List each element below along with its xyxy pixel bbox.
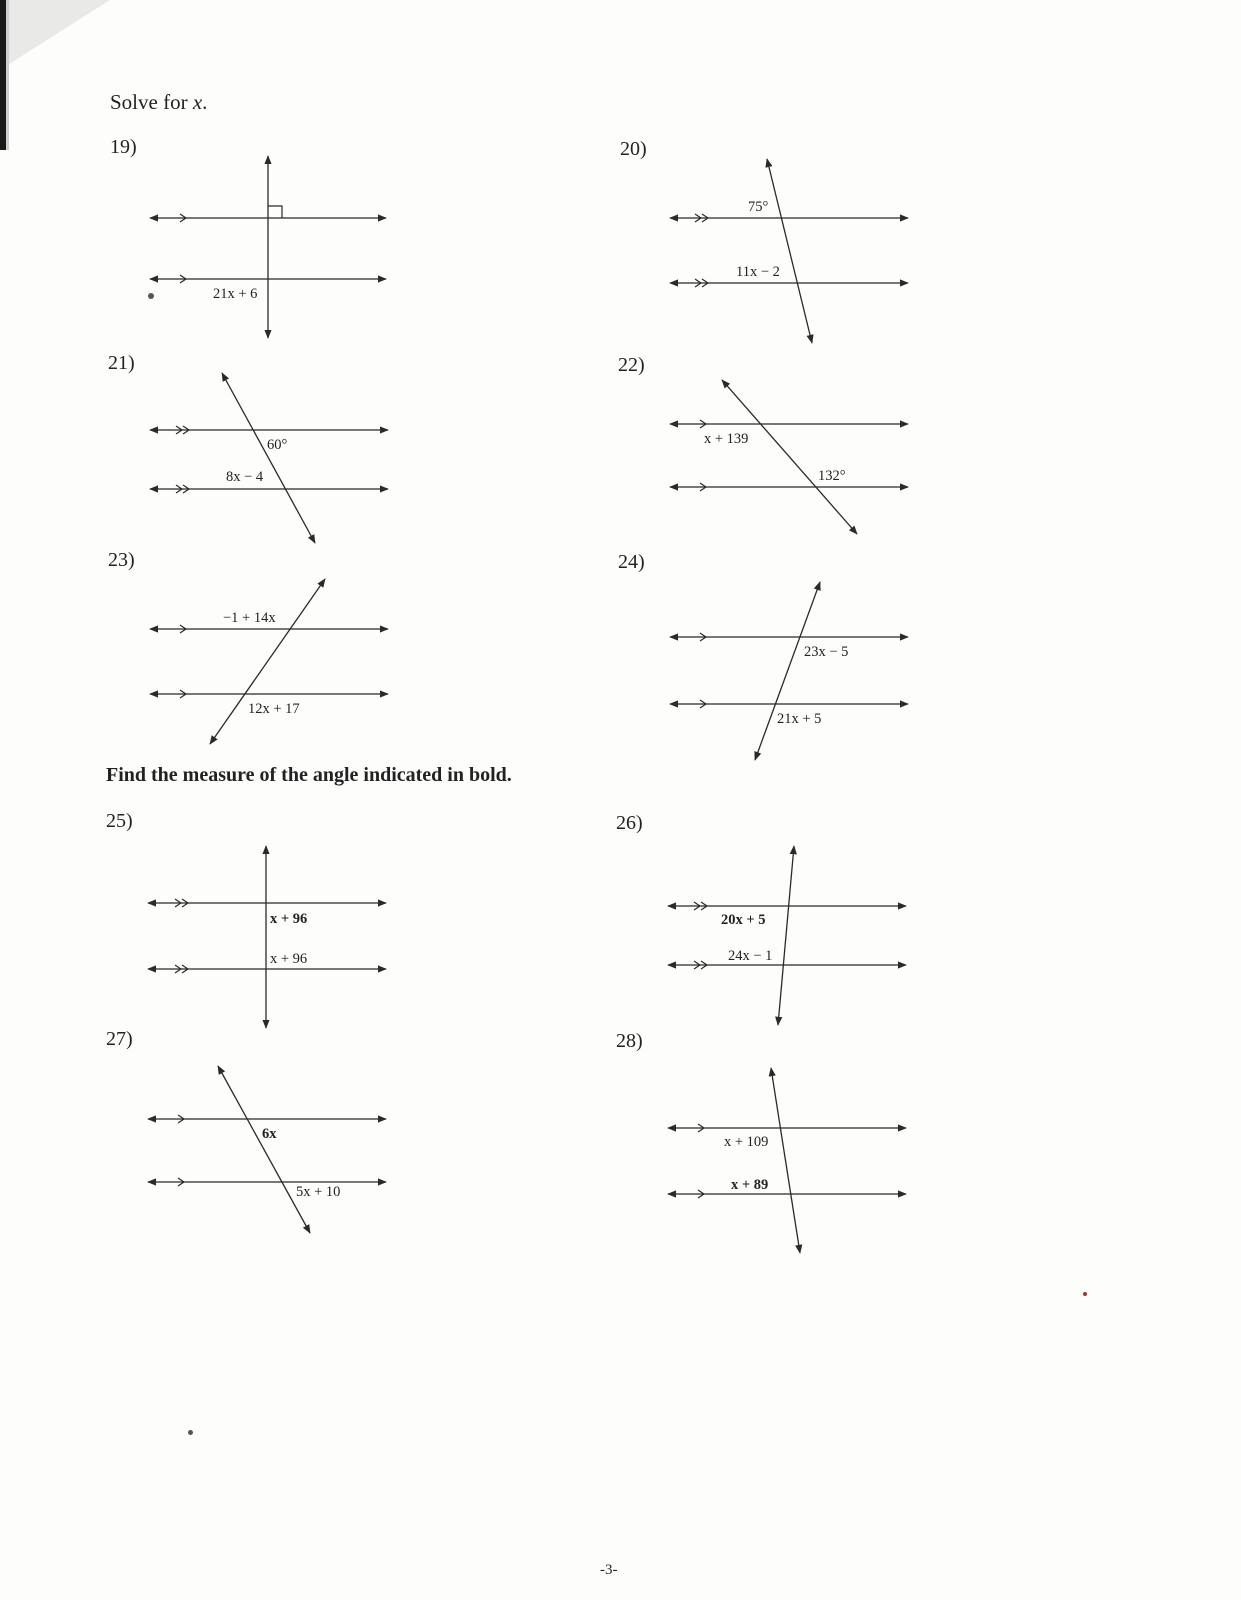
angle-label: 11x − 2 — [736, 264, 780, 280]
scan-speck — [188, 1430, 193, 1435]
angle-label: 8x − 4 — [226, 469, 264, 485]
right-angle-mark — [268, 206, 282, 218]
transversal — [722, 380, 857, 534]
transversal — [771, 1068, 800, 1253]
figure-22 — [670, 380, 908, 534]
angle-label: 23x − 5 — [804, 644, 849, 660]
angle-label: 21x + 6 — [213, 286, 258, 302]
figure-21 — [150, 373, 388, 543]
scan-speck — [1083, 1292, 1087, 1296]
problem-number-22: 22) — [618, 354, 645, 376]
transversal — [755, 582, 820, 760]
angle-label: 5x + 10 — [296, 1184, 341, 1200]
angle-label: 132° — [818, 468, 846, 484]
angle-label-bold: x + 89 — [731, 1177, 769, 1193]
figure-26 — [668, 846, 906, 1025]
transversal — [767, 159, 812, 343]
angle-label: x + 109 — [724, 1134, 769, 1150]
angle-label: x + 139 — [704, 431, 749, 447]
figure-20 — [670, 159, 908, 343]
scan-speck — [148, 293, 154, 299]
angle-label: 12x + 17 — [248, 701, 300, 717]
figure-24 — [670, 582, 908, 760]
figure-25 — [148, 846, 386, 1028]
transversal — [778, 846, 794, 1025]
problem-number-20: 20) — [620, 138, 647, 160]
transversal — [210, 579, 325, 744]
problem-number-24: 24) — [618, 551, 645, 573]
problem-number-21: 21) — [108, 352, 135, 374]
angle-label-bold: x + 96 — [270, 911, 308, 927]
figure-27 — [148, 1066, 386, 1233]
figure-23 — [150, 579, 388, 744]
page-number: -3- — [600, 1562, 618, 1578]
figure-28 — [668, 1068, 906, 1253]
problem-number-23: 23) — [108, 549, 135, 571]
angle-label-bold: 6x — [262, 1126, 277, 1142]
angle-label: 21x + 5 — [777, 711, 822, 727]
angle-label: 60° — [267, 437, 288, 453]
transversal — [222, 373, 315, 543]
angle-label: 24x − 1 — [728, 948, 773, 964]
angle-label: x + 96 — [270, 951, 308, 967]
section-heading-measure: Find the measure of the angle indicated in bold. — [106, 764, 512, 786]
problem-number-26: 26) — [616, 812, 643, 834]
problem-number-28: 28) — [616, 1030, 643, 1052]
angle-label: 75° — [748, 199, 769, 215]
problem-number-25: 25) — [106, 810, 133, 832]
transversal — [218, 1066, 310, 1233]
figure-19 — [150, 156, 386, 338]
angle-label: −1 + 14x — [223, 610, 276, 626]
angle-label-bold: 20x + 5 — [721, 912, 766, 928]
problem-number-19: 19) — [110, 136, 137, 158]
problem-number-27: 27) — [106, 1028, 133, 1050]
section-heading-solve: Solve for x. — [110, 90, 208, 114]
